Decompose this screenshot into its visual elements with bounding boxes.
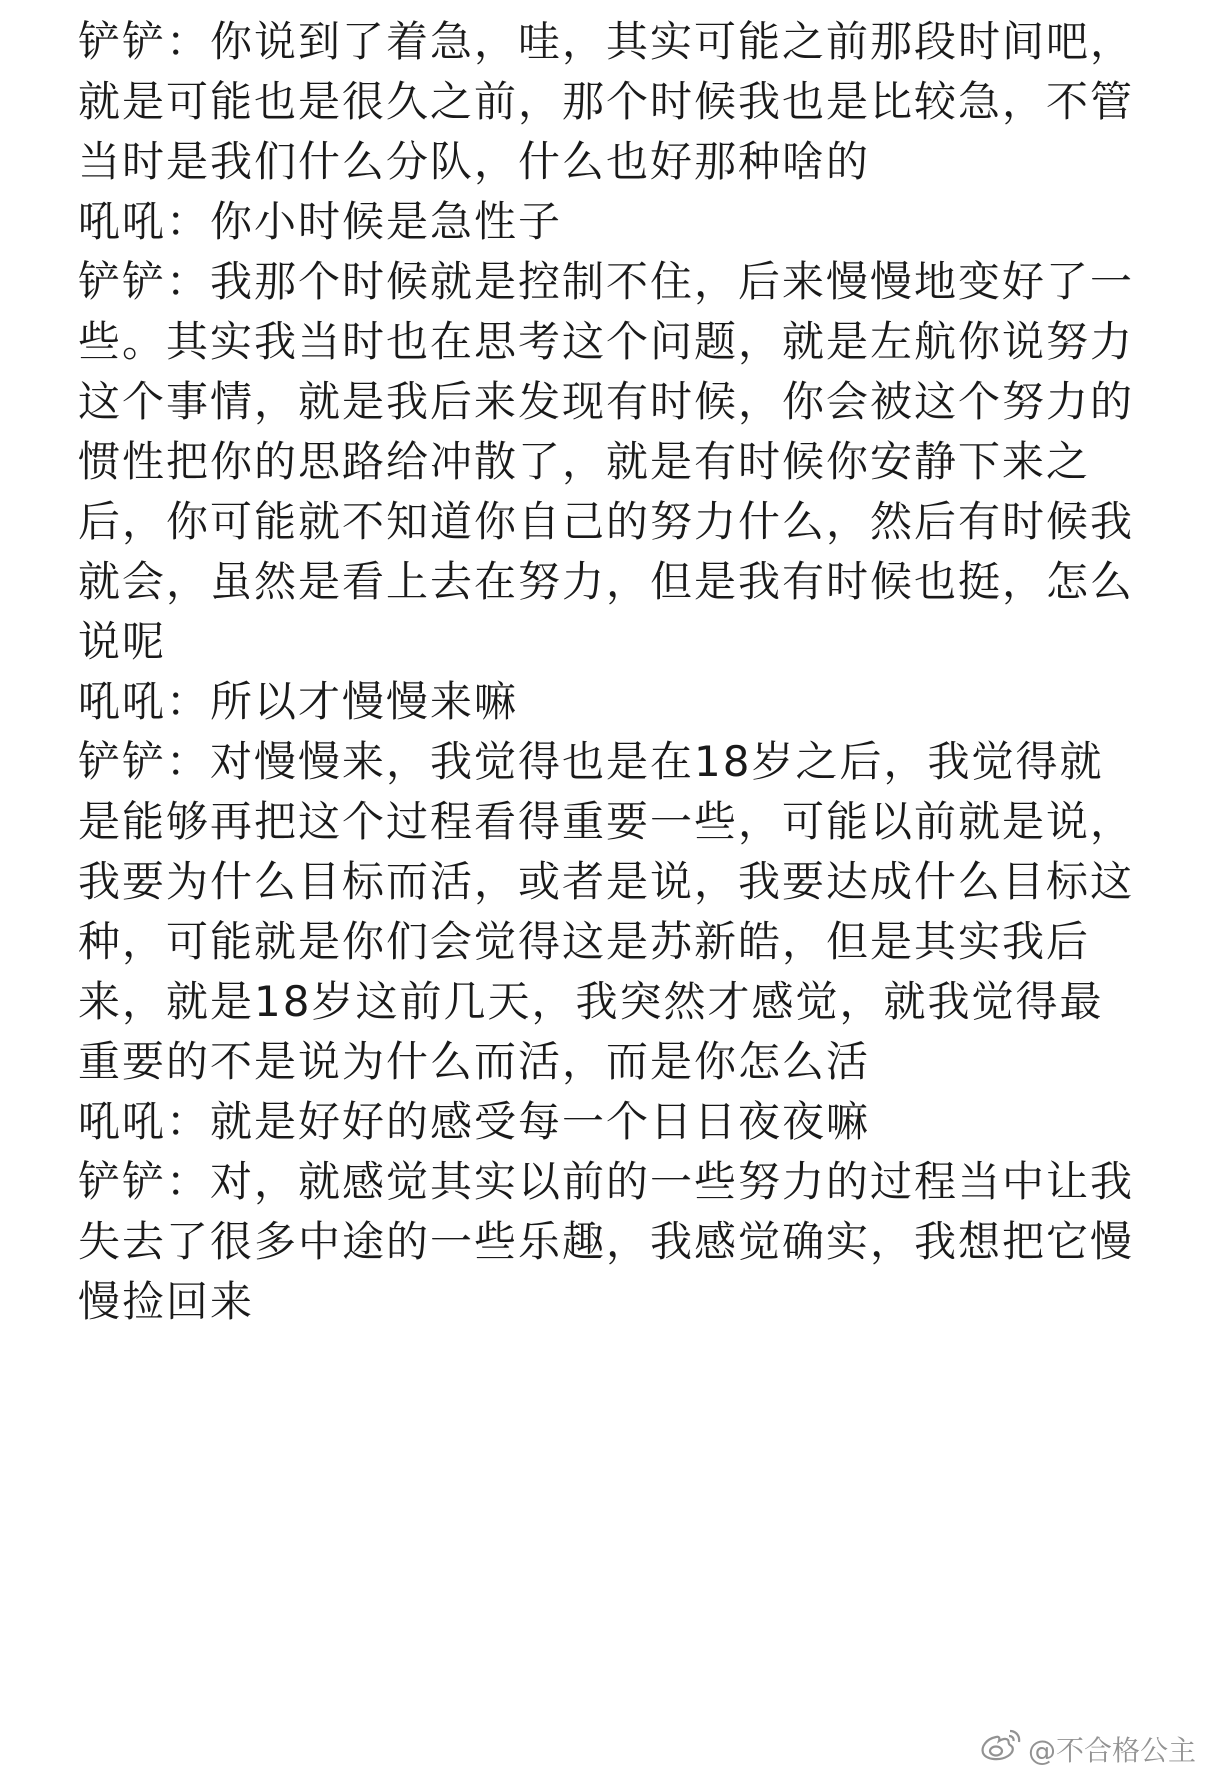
transcript-entry: 吼吼：就是好好的感受每一个日日夜夜嘛 — [78, 1097, 871, 1146]
transcript-entry: 铲铲：我那个时候就是控制不住，后来慢慢地变好了一些。其实我当时也在思考这个问题，就是左航你说努力这个事情，就是我后来发现有时候，你会被这个努力的惯性把你的思路给冲散了，就是有时候你安静下来之后，你可能就不知道你自己的努力什么，然后有时候我就会，虽然是看上去在努力，但是我有时候也挺，怎么说呢 — [78, 257, 1135, 666]
watermark — [978, 1727, 1196, 1770]
transcript-entry: 铲铲：你说到了着急，哇，其实可能之前那段时间吧，就是可能也是很久之前，那个时候我也是比较急，不管当时是我们什么分队，什么也好那种啥的 — [78, 17, 1135, 186]
transcript — [78, 12, 1138, 1332]
transcript-entry: 吼吼：你小时候是急性子 — [78, 197, 563, 246]
watermark-text: @不合格公主 — [1027, 1733, 1196, 1767]
transcript-entry: 铲铲：对，就感觉其实以前的一些努力的过程当中让我失去了很多中途的一些乐趣，我感觉确实，我想把它慢慢捡回来 — [78, 1157, 1135, 1326]
weibo-logo-icon — [978, 1727, 1022, 1770]
transcript-entry: 吼吼：所以才慢慢来嘛 — [78, 677, 519, 726]
transcript-entry: 铲铲：对慢慢来，我觉得也是在18岁之后，我觉得就是能够再把这个过程看得重要一些，可能以前就是说，我要为什么目标而活，或者是说，我要达成什么目标这种，可能就是你们会觉得这是苏新皓，但是其实我后来，就是18岁这前几天，我突然才感觉，就我觉得最重要的不是说为什么而活，而是你怎么活 — [78, 737, 1135, 1086]
